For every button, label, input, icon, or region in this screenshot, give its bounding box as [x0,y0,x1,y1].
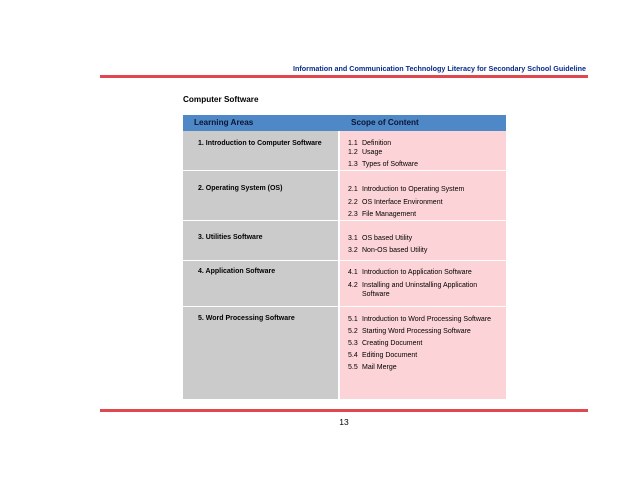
scope-item: 5.2 Starting Word Processing Software [348,328,471,335]
scope-item: 1.3 Types of Software [348,161,419,168]
footer-rule [100,409,588,412]
scope-item: 5.4 Editing Document [348,352,418,359]
table-header [183,115,506,131]
row-separator [183,260,506,261]
header-scope-of-content: Scope of Content [351,118,419,127]
scope-item: 4.1 Introduction to Application Software [348,269,472,276]
learning-areas-column [183,131,338,399]
document-header-title: Information and Communication Technology Literacy for Secondary School Guideline [293,64,586,73]
row-separator [183,170,506,171]
scope-item: 5.5 Mail Merge [348,364,397,371]
learning-area-5: 5. Word Processing Software [198,315,295,322]
page-number: 13 [339,417,349,427]
learning-area-1: 1. Introduction to Computer Software [198,140,322,147]
learning-area-4: 4. Application Software [198,268,276,275]
scope-item: 2.3 File Management [348,211,417,218]
learning-area-3: 3. Utilities Software [198,234,263,241]
scope-item: 3.1 OS based Utility [348,235,413,242]
header-learning-areas: Learning Areas [194,118,254,127]
section-title: Computer Software [183,95,259,104]
scope-item: 2.2 OS Interface Environment [348,199,443,206]
scope-item: 4.2 Installing and Uninstalling Application Software [348,282,478,298]
scope-item: 5.3 Creating Document [348,340,423,347]
scope-item: 2.1 Introduction to Operating System [348,186,465,193]
scope-item: 5.1 Introduction to Word Processing Software [348,316,492,323]
scope-item: 1.2 Usage [348,149,383,156]
scope-item: 3.2 Non-OS based Utility [348,247,428,254]
curriculum-table [183,115,506,399]
row-separator [183,306,506,307]
scope-item: 1.1 Definition [348,140,392,147]
learning-area-2: 2. Operating System (OS) [198,185,283,192]
header-rule [100,75,588,78]
row-separator [183,220,506,221]
